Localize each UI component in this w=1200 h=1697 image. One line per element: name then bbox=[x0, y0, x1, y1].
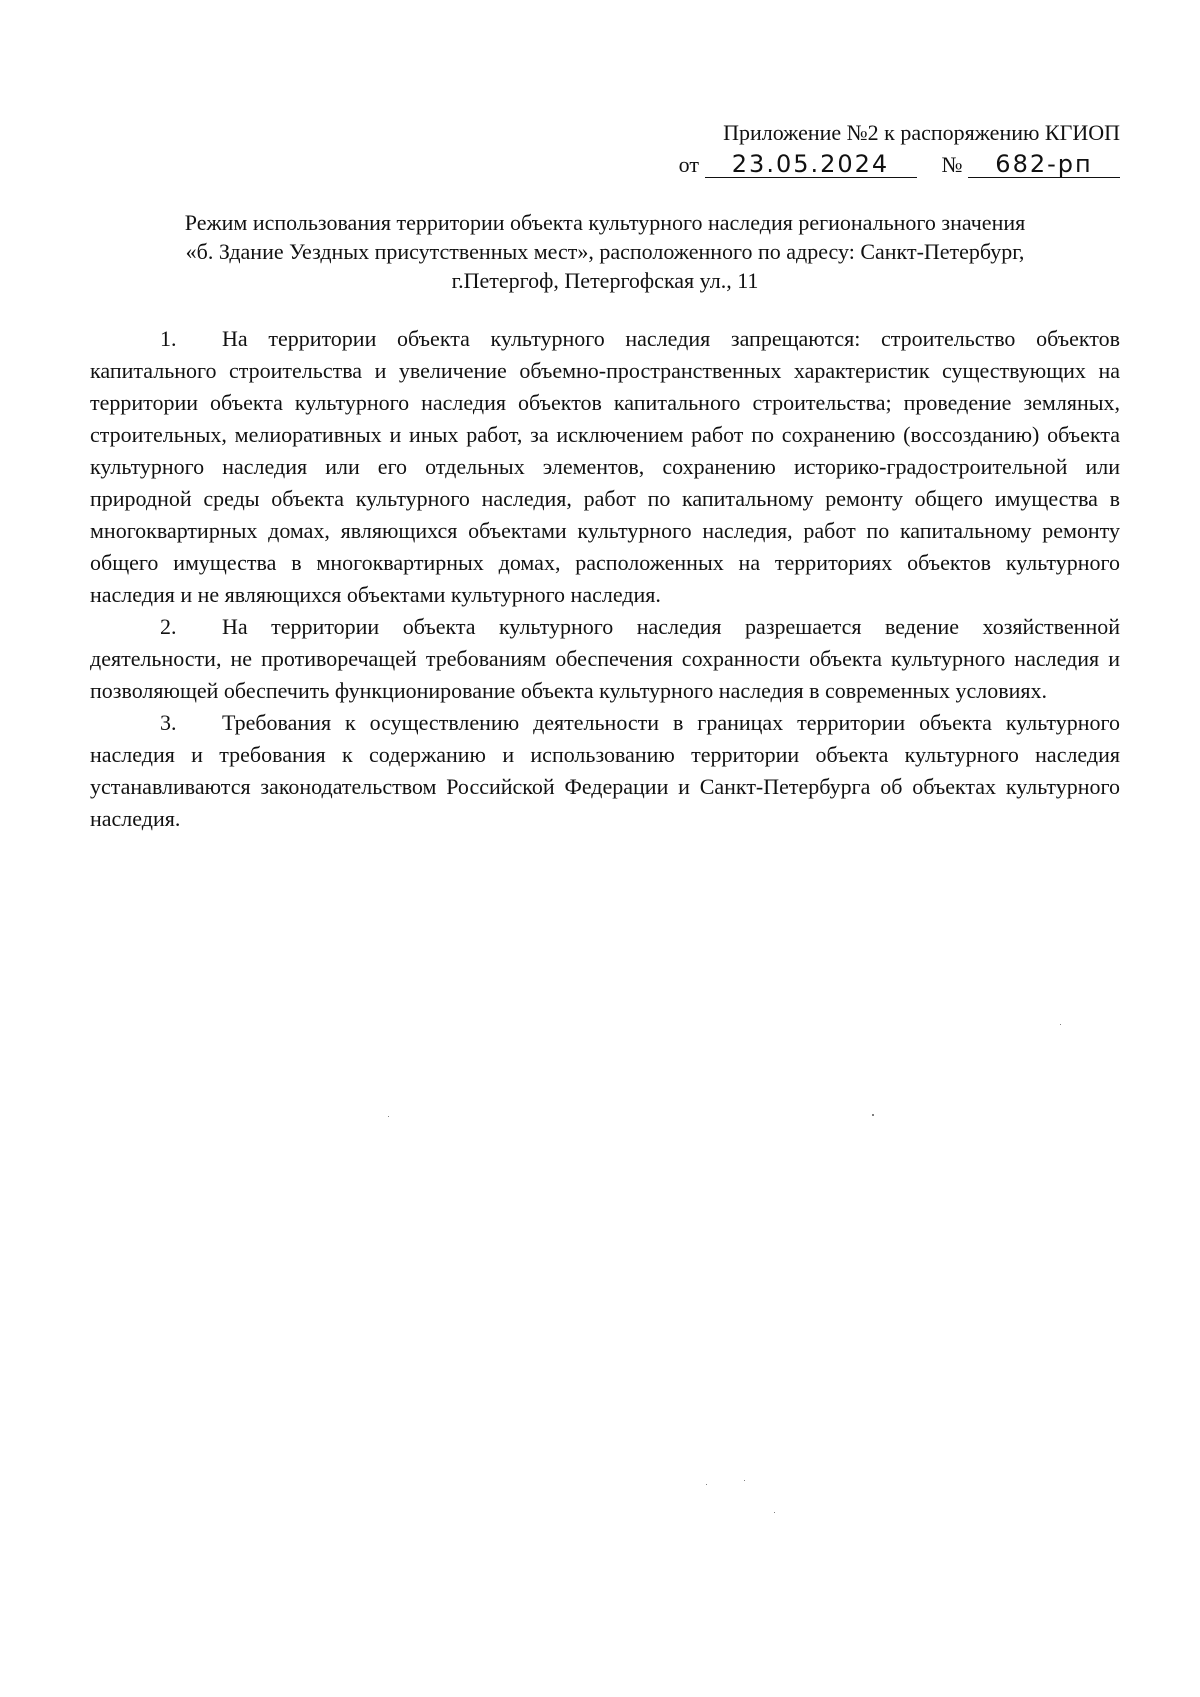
document-title bbox=[90, 208, 1120, 295]
order-date-number-line bbox=[660, 150, 1120, 180]
paragraph-number: 1. bbox=[160, 326, 177, 351]
scan-speck bbox=[388, 1116, 389, 1117]
number-label: № bbox=[941, 152, 963, 177]
document-body bbox=[90, 323, 1120, 835]
appendix-header bbox=[660, 118, 1120, 180]
paragraph-text: На территории объекта культурного наследия запрещаются: строительство объектов капитального строительства и увеличение объемно-пространственных характеристик существующих на территории объекта культурного наследия объектов капитального строительства; проведение земляных, строительных, мелиоративных и иных работ, за исключением работ по сохранению (воссозданию) объекта культурного наследия или его отдельных элементов, сохранению историко-градостроительной или природной среды объекта культурного наследия, работ по капитальному ремонту общего имущества в многоквартирных домах, являющихся объектами культурного наследия, работ по капитальному ремонту общего имущества в многоквартирных домах, расположенных на территориях объектов культурного наследия и не являющихся объектами культурного наследия. bbox=[90, 326, 1120, 607]
scan-speck bbox=[706, 1484, 707, 1485]
scan-speck bbox=[872, 1114, 874, 1116]
paragraph-2 bbox=[90, 611, 1120, 707]
handwritten-number: 682-рп bbox=[968, 151, 1120, 178]
paragraph-text: Требования к осуществлению деятельности в границах территории объекта культурного наследия и требования к содержанию и использованию территории объекта культурного наследия устанавливаются законодательством Российской Федерации и Санкт-Петербурга об объектах культурного наследия. bbox=[90, 710, 1120, 831]
paragraph-3 bbox=[90, 707, 1120, 835]
scan-speck bbox=[744, 1480, 745, 1481]
paragraph-1 bbox=[90, 323, 1120, 611]
scan-speck bbox=[774, 1512, 775, 1513]
from-label: от bbox=[678, 152, 699, 177]
paragraph-text: На территории объекта культурного наследия разрешается ведение хозяйственной деятельности, не противоречащей требованиям обеспечения сохранности объекта культурного наследия и позволяющей обеспечить функционирование объекта культурного наследия в современных условиях. bbox=[90, 614, 1120, 703]
appendix-title: Приложение №2 к распоряжению КГИОП bbox=[723, 120, 1120, 145]
paragraph-number: 2. bbox=[160, 614, 177, 639]
title-line-1: Режим использования территории объекта культурного наследия регионального значения bbox=[184, 210, 1026, 235]
scan-speck bbox=[1060, 1024, 1061, 1025]
title-line-3: г.Петергоф, Петергофская ул., 11 bbox=[451, 268, 759, 293]
handwritten-date: 23.05.2024 bbox=[705, 151, 917, 178]
title-line-2: «б. Здание Уездных присутственных мест», расположенного по адресу: Санкт-Петербург, bbox=[185, 239, 1025, 264]
paragraph-number: 3. bbox=[160, 710, 177, 735]
